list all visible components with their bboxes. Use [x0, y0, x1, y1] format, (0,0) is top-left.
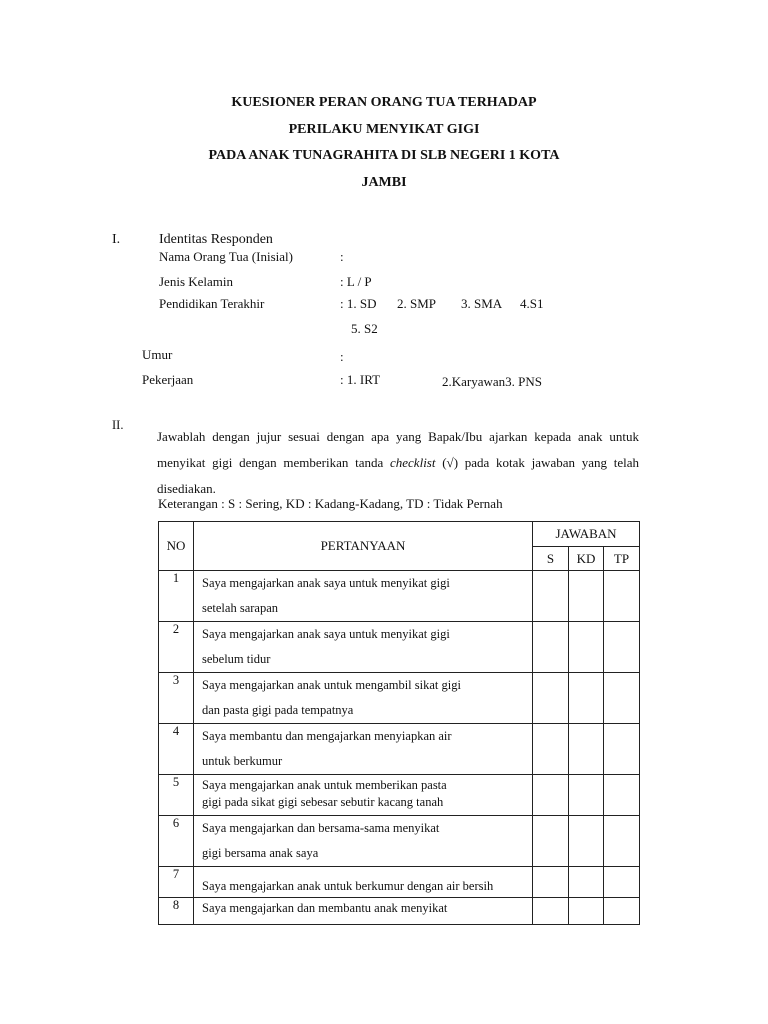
question-line-2: gigi pada sikat gigi sebesar sebutir kacang tanah — [202, 795, 444, 809]
table-row — [159, 775, 640, 816]
table-row — [159, 898, 640, 925]
answer-cell-kd[interactable] — [569, 816, 604, 867]
question-line-2: setelah sarapan — [202, 601, 279, 615]
row-number: 2 — [159, 622, 194, 673]
answer-cell-s[interactable] — [533, 898, 569, 925]
answer-cell-tp[interactable] — [604, 816, 640, 867]
table-row — [159, 622, 640, 673]
title-line-3: PADA ANAK TUNAGRAHITA DI SLB NEGERI 1 KOTA — [208, 148, 560, 163]
question-line-1: Saya mengajarkan anak saya untuk menyikat gigi — [202, 576, 450, 590]
table-row — [159, 867, 640, 898]
instruction-checklist: checklist — [390, 455, 436, 470]
question-line-2: gigi bersama anak saya — [202, 846, 319, 860]
answer-cell-s[interactable] — [533, 816, 569, 867]
table-row — [159, 673, 640, 724]
question-line-2: dan pasta gigi pada tempatnya — [202, 703, 354, 717]
title-line-2: PERILAKU MENYIKAT GIGI — [288, 122, 480, 137]
question-text — [194, 571, 533, 622]
pendidikan-option-2: 2. SMP — [397, 296, 437, 311]
umur-value: : — [340, 349, 344, 364]
answer-cell-kd[interactable] — [569, 724, 604, 775]
question-line-2: sebelum tidur — [202, 652, 271, 666]
title-line-1: KUESIONER PERAN ORANG TUA TERHADAP — [231, 95, 537, 110]
jenis-kelamin-label: Jenis Kelamin — [159, 274, 234, 289]
header-jawaban: JAWABAN — [533, 522, 640, 547]
question-text — [194, 673, 533, 724]
answer-cell-s[interactable] — [533, 673, 569, 724]
answer-cell-tp[interactable] — [604, 571, 640, 622]
answer-cell-kd[interactable] — [569, 898, 604, 925]
answer-cell-s[interactable] — [533, 775, 569, 816]
answer-cell-s[interactable] — [533, 571, 569, 622]
question-line-1: Saya mengajarkan dan bersama-sama menyikat — [202, 821, 440, 835]
pendidikan-option-3: 3. SMA — [461, 296, 503, 311]
section-1-heading: Identitas Responden — [159, 232, 273, 247]
question-line-1: Saya mengajarkan dan membantu anak menyikat — [202, 901, 448, 915]
table-row — [159, 724, 640, 775]
answer-cell-tp[interactable] — [604, 867, 640, 898]
umur-label: Umur — [142, 347, 173, 362]
pendidikan-option-4: 4.S1 — [520, 296, 544, 311]
section-2-number: II. — [112, 418, 124, 432]
row-number: 4 — [159, 724, 194, 775]
header-pertanyaan: PERTANYAAN — [194, 522, 533, 571]
answer-cell-tp[interactable] — [604, 775, 640, 816]
pekerjaan-option-2-3: 2.Karyawan3. PNS — [442, 374, 543, 389]
answer-cell-kd[interactable] — [569, 775, 604, 816]
question-line-2: untuk berkumur — [202, 754, 283, 768]
pendidikan-label: Pendidikan Terakhir — [159, 296, 265, 311]
answer-cell-s[interactable] — [533, 724, 569, 775]
pendidikan-value: : 1. SD — [340, 296, 377, 311]
question-line-1: Saya mengajarkan anak untuk memberikan pasta — [202, 778, 447, 792]
answer-cell-kd[interactable] — [569, 867, 604, 898]
pekerjaan-label: Pekerjaan — [142, 372, 194, 387]
keterangan-legend: Keterangan : S : Sering, KD : Kadang-Kadang, TD : Tidak Pernah — [158, 496, 503, 511]
answer-cell-s[interactable] — [533, 867, 569, 898]
question-text — [194, 775, 533, 816]
instruction-text-2: (√) pada kotak jawaban yang telah disediakan. — [157, 455, 640, 496]
question-text — [194, 898, 533, 925]
answer-cell-kd[interactable] — [569, 622, 604, 673]
instruction-text-1: Jawablah dengan jujur sesuai dengan apa yang Bapak/Ibu ajarkan kepada anak untuk menyikat gigi dengan memberikan tanda — [157, 429, 639, 470]
answer-cell-kd[interactable] — [569, 673, 604, 724]
title-line-4: JAMBI — [361, 175, 407, 190]
pekerjaan-value: : 1. IRT — [340, 372, 381, 387]
question-line-1: Saya membantu dan mengajarkan menyiapkan air — [202, 729, 452, 743]
jenis-kelamin-value: : L / P — [340, 274, 372, 289]
row-number: 8 — [159, 898, 194, 925]
nama-label: Nama Orang Tua (Inisial) — [159, 249, 293, 264]
row-number: 3 — [159, 673, 194, 724]
answer-cell-tp[interactable] — [604, 898, 640, 925]
pendidikan-option-5: 5. S2 — [351, 321, 378, 336]
section-1-number: I. — [112, 232, 121, 247]
row-number: 7 — [159, 867, 194, 898]
question-line-1: Saya mengajarkan anak saya untuk menyikat gigi — [202, 627, 450, 641]
header-option-s: S — [533, 547, 569, 571]
row-number: 6 — [159, 816, 194, 867]
row-number: 5 — [159, 775, 194, 816]
table-row — [159, 571, 640, 622]
question-text — [194, 816, 533, 867]
header-no: NO — [159, 522, 194, 571]
questionnaire-table — [158, 521, 640, 925]
answer-cell-tp[interactable] — [604, 724, 640, 775]
header-option-kd: KD — [569, 547, 604, 571]
table-header-row — [159, 522, 640, 547]
answer-cell-tp[interactable] — [604, 622, 640, 673]
question-line-1: Saya mengajarkan anak untuk berkumur dengan air bersih — [202, 879, 494, 893]
answer-cell-s[interactable] — [533, 622, 569, 673]
instruction-paragraph — [157, 424, 639, 502]
answer-cell-tp[interactable] — [604, 673, 640, 724]
question-text — [194, 622, 533, 673]
question-text — [194, 724, 533, 775]
question-line-1: Saya mengajarkan anak untuk mengambil sikat gigi — [202, 678, 461, 692]
row-number: 1 — [159, 571, 194, 622]
question-text — [194, 867, 533, 898]
table-row — [159, 816, 640, 867]
answer-cell-kd[interactable] — [569, 571, 604, 622]
header-option-tp: TP — [604, 547, 640, 571]
nama-value: : — [340, 249, 344, 264]
